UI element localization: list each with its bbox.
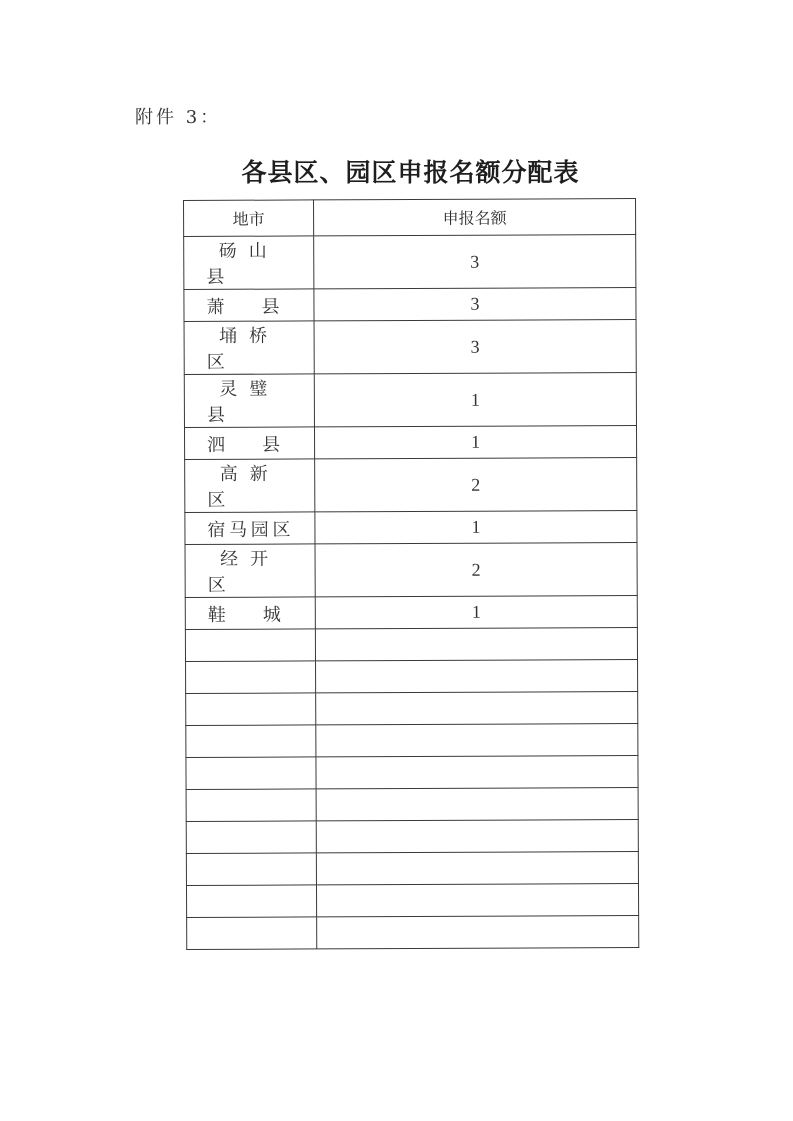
quota-cell bbox=[315, 628, 637, 661]
header-city: 地市 bbox=[184, 200, 314, 237]
table-row bbox=[186, 724, 638, 758]
city-cell: 灵璧县 bbox=[184, 374, 314, 428]
quota-cell: 3 bbox=[314, 288, 636, 321]
city-cell bbox=[187, 917, 317, 950]
table-row bbox=[187, 916, 639, 950]
city-cell bbox=[186, 725, 316, 758]
quota-cell: 1 bbox=[315, 596, 637, 629]
city-cell: 经开区 bbox=[185, 544, 315, 598]
table-row bbox=[184, 235, 636, 290]
city-cell: 泗县 bbox=[184, 427, 314, 460]
quota-cell bbox=[316, 788, 638, 821]
city-cell bbox=[186, 661, 316, 694]
header-quota: 申报名额 bbox=[314, 199, 636, 236]
quota-cell: 2 bbox=[315, 458, 637, 512]
table-row bbox=[186, 660, 638, 694]
quota-cell: 1 bbox=[315, 511, 637, 544]
table-row bbox=[185, 628, 637, 662]
city-cell bbox=[186, 885, 316, 918]
quota-allocation-table bbox=[183, 198, 639, 950]
table-header-row bbox=[184, 199, 636, 237]
city-cell: 萧县 bbox=[184, 289, 314, 322]
city-cell bbox=[185, 629, 315, 662]
document-title: 各县区、园区申报名额分配表 bbox=[241, 158, 580, 187]
quota-cell: 2 bbox=[315, 543, 637, 597]
table-row bbox=[186, 692, 638, 726]
quota-cell bbox=[317, 916, 639, 949]
quota-cell bbox=[316, 820, 638, 853]
quota-cell: 1 bbox=[314, 373, 636, 427]
city-cell bbox=[186, 757, 316, 790]
table-row bbox=[184, 320, 636, 375]
city-cell bbox=[186, 821, 316, 854]
table-row bbox=[185, 543, 637, 598]
quota-cell bbox=[316, 724, 638, 757]
table-row bbox=[185, 596, 637, 630]
table-row bbox=[186, 852, 638, 886]
quota-cell: 3 bbox=[314, 320, 636, 374]
table-row bbox=[185, 458, 637, 513]
city-cell bbox=[186, 789, 316, 822]
table-row bbox=[186, 884, 638, 918]
table-row bbox=[186, 788, 638, 822]
quota-cell bbox=[316, 692, 638, 725]
table-row bbox=[186, 756, 638, 790]
attachment-label: 附件 3： bbox=[135, 107, 222, 128]
quota-cell bbox=[316, 756, 638, 789]
city-cell: 砀山县 bbox=[184, 236, 314, 290]
quota-cell: 3 bbox=[314, 235, 636, 289]
table-body bbox=[184, 235, 639, 950]
quota-cell bbox=[316, 852, 638, 885]
quota-cell: 1 bbox=[314, 426, 636, 459]
quota-cell bbox=[316, 660, 638, 693]
quota-cell bbox=[316, 884, 638, 917]
table-row bbox=[186, 820, 638, 854]
city-cell: 宿马园区 bbox=[185, 512, 315, 545]
city-cell bbox=[186, 693, 316, 726]
city-cell: 埇桥区 bbox=[184, 321, 314, 375]
table-row bbox=[184, 288, 636, 322]
city-cell bbox=[186, 853, 316, 886]
table-row bbox=[185, 511, 637, 545]
table-row bbox=[184, 373, 636, 428]
city-cell: 鞋城 bbox=[185, 597, 315, 630]
table-row bbox=[184, 426, 636, 460]
city-cell: 高新区 bbox=[185, 459, 315, 513]
